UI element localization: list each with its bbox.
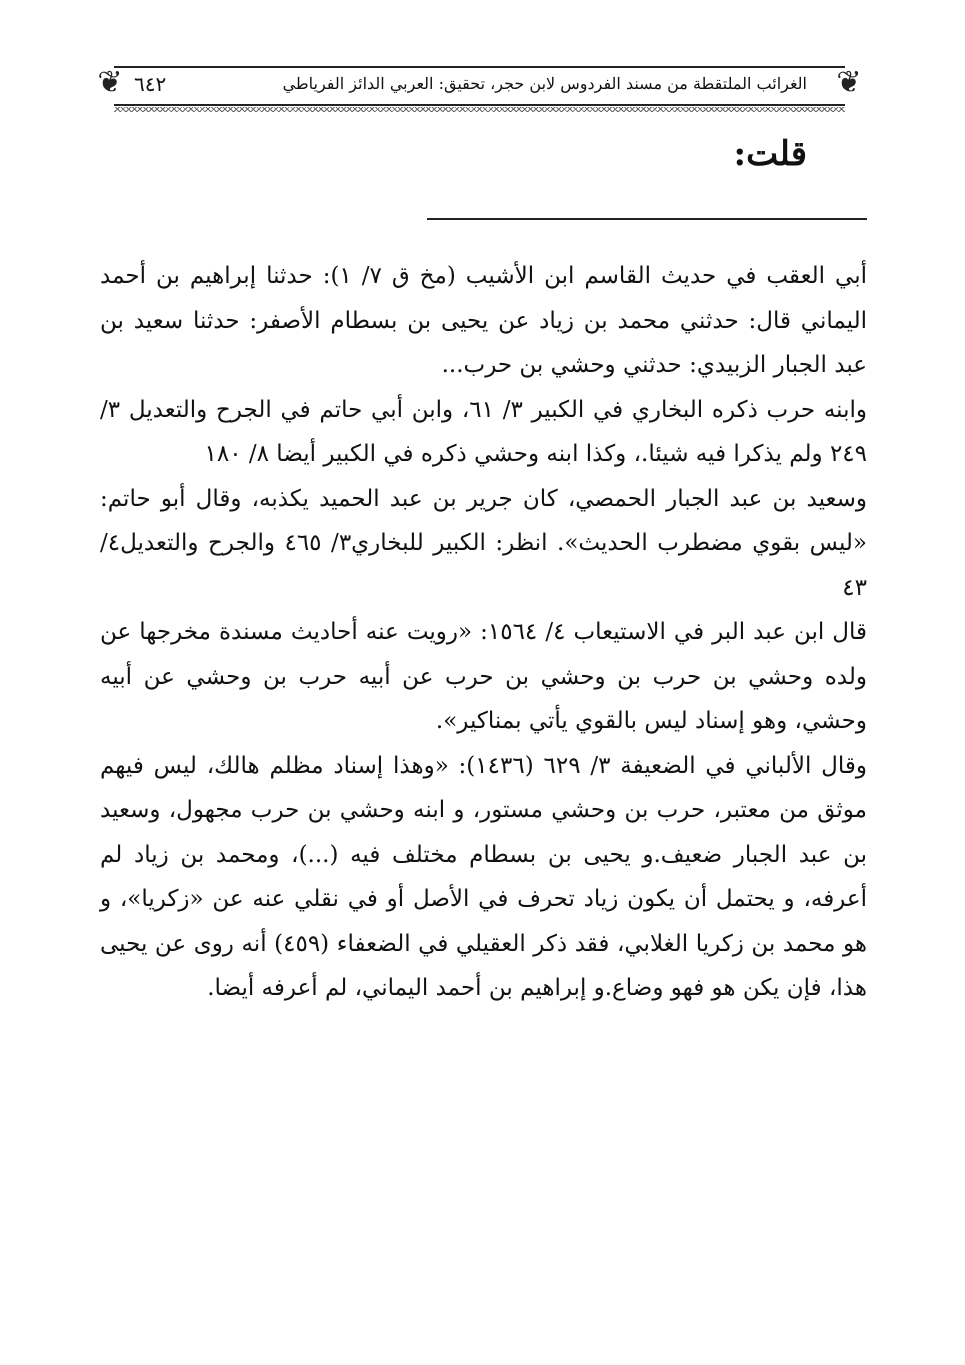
paragraph-3: وسعيد بن عبد الجبار الحمصي، كان جرير بن عبد الحميد يكذبه، وقال أبو حاتم: «ليس بقوي مضطرب الحديث». انظر: الكبير للبخاري٣/ ٤٦٥ والجرح والتعديل٤/ ٤٣ <box>100 485 867 601</box>
page-number: ٦٤٢ <box>134 72 167 96</box>
paragraph-2: وابنه حرب ذكره البخاري في الكبير ٣/ ٦١، وابن أبي حاتم في الجرح والتعديل ٣/ ٢٤٩ ولم يذكرا فيه شيئا.، وكذا ابنه وحشي ذكره في الكبير أيضا ٨/ ١٨٠ <box>100 396 868 467</box>
running-title: الغرائب الملتقطة من مسند الفردوس لابن حجر، تحقيق: العربي الدائز الفرياطي <box>282 74 807 93</box>
paragraph-5: وقال الألباني في الضعيفة ٣/ ٦٢٩ (١٤٣٦): «وهذا إسناد مظلم هالك، ليس فيهم موثق من معتبر، حرب بن وحشي مستور، و ابنه وحشي بن حرب مجهول، وسعيد بن عبد الجبار ضعيف.و يحيى بن بسطام مختلف فيه (...)، ومحمد بن زياد لم أعرفه، و يحتمل أن يكون زياد تحرف في الأصل أو في نقلي عنه عن «زكريا»، و هو محمد بن زكريا الغلابي، فقد ذكر العقيلي في الضعفاء (٤٥٩) أنه روى عن يحيى هذا، فإن يكن هو فهو وضاع.و إبراهيم بن أحمد اليماني، لم أعرفه أيضا. <box>100 752 867 1001</box>
ornament-left-icon: ❦ <box>97 65 123 100</box>
footnote-text <box>100 254 867 1011</box>
page-header <box>92 58 867 118</box>
ornament-right-icon: ❦ <box>836 65 862 100</box>
footnote-separator <box>427 218 867 220</box>
paragraph-4: قال ابن عبد البر في الاستيعاب ٤/ ١٥٦٤: «رويت عنه أحاديث مسندة مخرجها عن ولده وحشي بن حرب بن وحشي بن حرب عن أبيه حرب بن وحشي عن أبيه وحشي، وهو إسناد ليس بالقوي يأتي بمناكير». <box>100 619 867 734</box>
paragraph-1: أبي العقب في حديث القاسم ابن الأشيب (مخ ق ٧/ ١): حدثنا إبراهيم بن أحمد اليماني قال: حدثني محمد بن زياد عن يحيى بن بسطام الأصفر: حدثنا سعيد بن عبد الجبار الزبيدي: حدثني وحشي بن حرب... <box>100 263 868 378</box>
section-heading: قلت: <box>733 134 807 174</box>
